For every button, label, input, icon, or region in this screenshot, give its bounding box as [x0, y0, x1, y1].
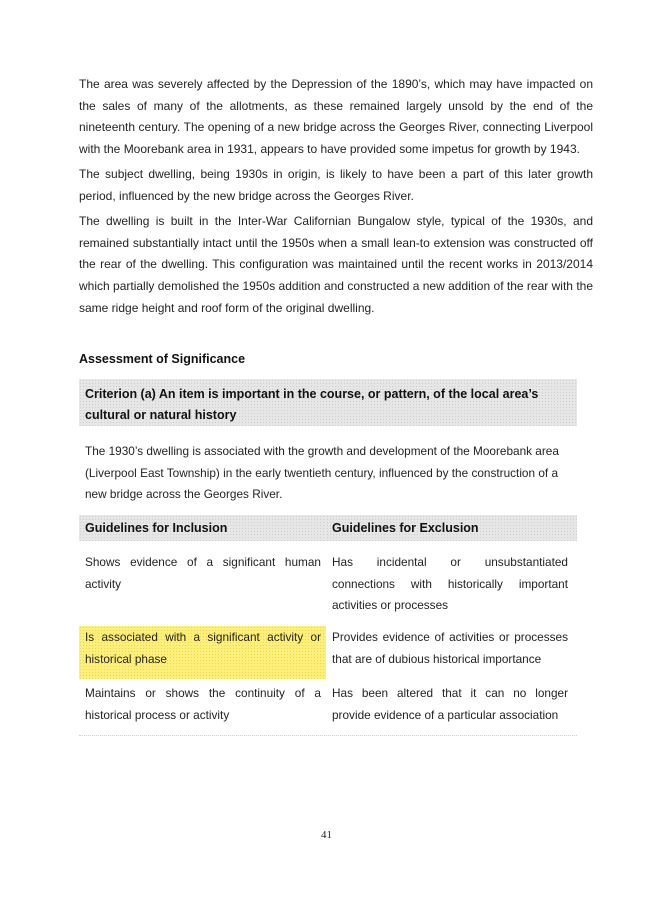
assessment-heading: Assessment of Significance [79, 352, 246, 366]
criterion-title: Criterion (a) An item is important in the course, or pattern, of the local area’s cultural or natural history [79, 379, 577, 426]
inclusion-cell-highlighted: Is associated with a significant activity or historical phase [85, 630, 321, 666]
criterion-statement: The 1930’s dwelling is associated with the growth and development of the Moorebank area (Liverpool East Township) in the early twentieth century, influenced by the construction of a new bridge across the Georges River. [85, 444, 559, 501]
exclusion-cell: Provides evidence of activities or processes that are of dubious historical importance [332, 630, 568, 666]
exclusion-cell: Has been altered that it can no longer provide evidence of a particular association [332, 686, 568, 722]
paragraph-dwelling-style: The dwelling is built in the Inter-War Californian Bungalow style, typical of the 1930s, and remained substantially intact until the 1950s when a small lean-to extension was constructed off the rear of the dwelling. This configuration was maintained until the recent works in 2013/2014 which partially demolished the 1950s addition and constructed a new addition of the rear with the same ridge height and roof form of the original dwelling. [79, 214, 593, 315]
inclusion-header: Guidelines for Inclusion [79, 515, 326, 541]
paragraph-subject-dwelling: The subject dwelling, being 1930s in origin, is likely to have been a part of this later growth period, influenced by the new bridge across the Georges River. [79, 167, 593, 203]
page-number: 41 [321, 829, 332, 841]
inclusion-cell: Maintains or shows the continuity of a historical process or activity [85, 686, 321, 722]
exclusion-header: Guidelines for Exclusion [326, 515, 577, 541]
paragraph-depression: The area was severely affected by the Depression of the 1890’s, which may have impacted on the sales of many of the allotments, as these remained largely unsold by the end of the nineteenth century. The opening of a new bridge across the Georges River, connecting Liverpool with the Moorebank area in 1931, appears to have provided some impetus for growth by 1943. [79, 77, 593, 157]
table-bottom-border [79, 735, 577, 736]
inclusion-cell: Shows evidence of a significant human activity [85, 555, 321, 591]
exclusion-cell: Has incidental or unsubstantiated connections with historically important activities or processes [332, 555, 568, 612]
